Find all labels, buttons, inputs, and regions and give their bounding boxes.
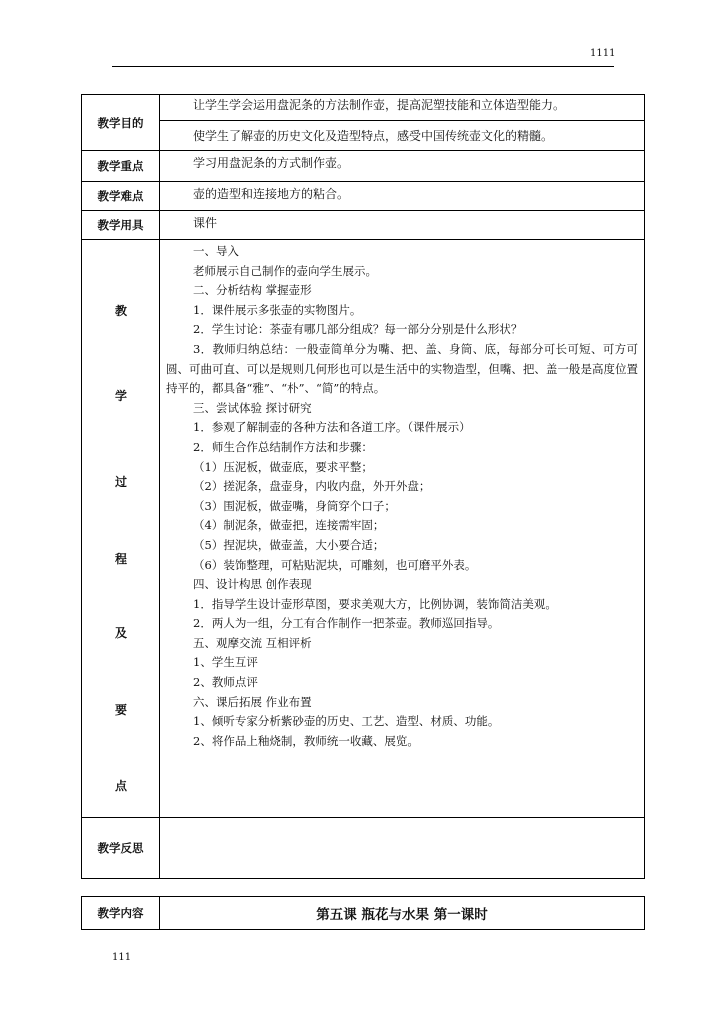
process-line: 2．学生讨论：茶壶有哪几部分组成？每一部分分别是什么形状？ bbox=[193, 322, 523, 337]
process-line: 2、教师点评 bbox=[193, 675, 258, 690]
reflection-text bbox=[160, 818, 645, 879]
process-line: （3）围泥板，做壶嘴，身筒穿个口子； bbox=[193, 498, 396, 513]
key-point-label: 教学重点 bbox=[82, 151, 160, 182]
process-label-char: 过 bbox=[114, 475, 127, 489]
next-lesson-table bbox=[81, 896, 645, 930]
process-line: 六、课后拓展 作业布置 bbox=[193, 694, 312, 709]
process-line: （1）压泥板，做壶底，要求平整； bbox=[193, 459, 373, 474]
process-line: （6）装饰整理，可粘贴泥块，可雕刻，也可磨平外表。 bbox=[193, 557, 477, 572]
process-label bbox=[82, 240, 160, 818]
process-line: 1、学生互评 bbox=[193, 655, 258, 670]
process-line: 老师展示自己制作的壶向学生展示。 bbox=[193, 263, 377, 278]
tools-label: 教学用具 bbox=[82, 211, 160, 240]
objective-row bbox=[82, 95, 645, 151]
process-label-char: 要 bbox=[114, 703, 127, 717]
process-label-char: 及 bbox=[114, 626, 127, 640]
process-label-char: 教 bbox=[114, 304, 127, 318]
lesson-plan-table bbox=[81, 94, 645, 879]
process-line: 1．课件展示多张壶的实物图片。 bbox=[193, 302, 362, 317]
header-page-number: 1111 bbox=[590, 48, 616, 59]
key-point-text: 学习用盘泥条的方式制作壶。 bbox=[160, 151, 645, 182]
difficulty-text: 壶的造型和连接地方的粘合。 bbox=[160, 182, 645, 211]
process-line: 二、分析结构 掌握壶形 bbox=[193, 283, 312, 298]
process-row bbox=[82, 240, 645, 818]
reflection-row bbox=[82, 818, 645, 879]
process-line: 1、倾听专家分析紫砂壶的历史、工艺、造型、材质、功能。 bbox=[193, 714, 500, 729]
process-content bbox=[160, 240, 645, 818]
next-lesson-title: 第五课 瓶花与水果 第一课时 bbox=[160, 897, 645, 930]
objective-label: 教学目的 bbox=[82, 95, 160, 151]
process-line: 2．师生合作总结制作方法和步骤： bbox=[193, 439, 373, 454]
process-line: 1．指导学生设计壶形草图，要求美观大方，比例协调，装饰简洁美观。 bbox=[193, 596, 557, 611]
reflection-label: 教学反思 bbox=[82, 818, 160, 879]
process-line: 2．两人为一组，分工有合作制作一把茶壶。教师巡回指导。 bbox=[193, 616, 500, 631]
process-line: 三、尝试体验 探讨研究 bbox=[193, 400, 312, 415]
objective-line-1: 让学生学会运用盘泥条的方法制作壶，提高泥塑技能和立体造型能力。 bbox=[193, 98, 566, 112]
tools-text: 课件 bbox=[160, 211, 645, 240]
process-line: 四、设计构思 创作表现 bbox=[193, 577, 312, 592]
process-paragraph: 3．教师归纳总结：一般壶简单分为嘴、把、盖、身筒、底，每部分可长可短、可方可圆、可曲可直、可以是规则几何形也可以是生活中的实物造型，但嘴、把、盖一般是高度位置持平的，都具备“雅”、“朴”、“简”的特点。 bbox=[166, 341, 638, 396]
process-line: （4）制泥条，做壶把，连接需牢固； bbox=[193, 518, 385, 533]
footer-page-number: 111 bbox=[112, 952, 132, 963]
next-lesson-row bbox=[82, 897, 645, 930]
objective-line-2: 使学生了解壶的历史文化及造型特点，感受中国传统壶文化的精髓。 bbox=[160, 120, 644, 150]
header-rule bbox=[112, 66, 614, 67]
tools-row bbox=[82, 211, 645, 240]
process-line: （5）捏泥块，做壶盖，大小要合适； bbox=[193, 537, 385, 552]
next-lesson-label: 教学内容 bbox=[82, 897, 160, 930]
objective-content bbox=[160, 95, 645, 151]
process-line: 2、将作品上釉烧制，教师统一收藏、展览。 bbox=[193, 733, 419, 748]
difficulty-row bbox=[82, 182, 645, 211]
difficulty-label: 教学难点 bbox=[82, 182, 160, 211]
process-line: 五、观摩交流 互相评析 bbox=[193, 635, 312, 650]
process-label-char: 学 bbox=[114, 389, 127, 403]
process-line: 一、导入 bbox=[193, 244, 239, 258]
process-line: 1．参观了解制壶的各种方法和各道工序。（课件展示） bbox=[193, 420, 471, 435]
process-line: （2）搓泥条，盘壶身，内收内盘，外开外盘； bbox=[193, 479, 431, 494]
key-point-row bbox=[82, 151, 645, 182]
process-label-char: 点 bbox=[114, 779, 127, 793]
process-label-char: 程 bbox=[114, 552, 127, 566]
